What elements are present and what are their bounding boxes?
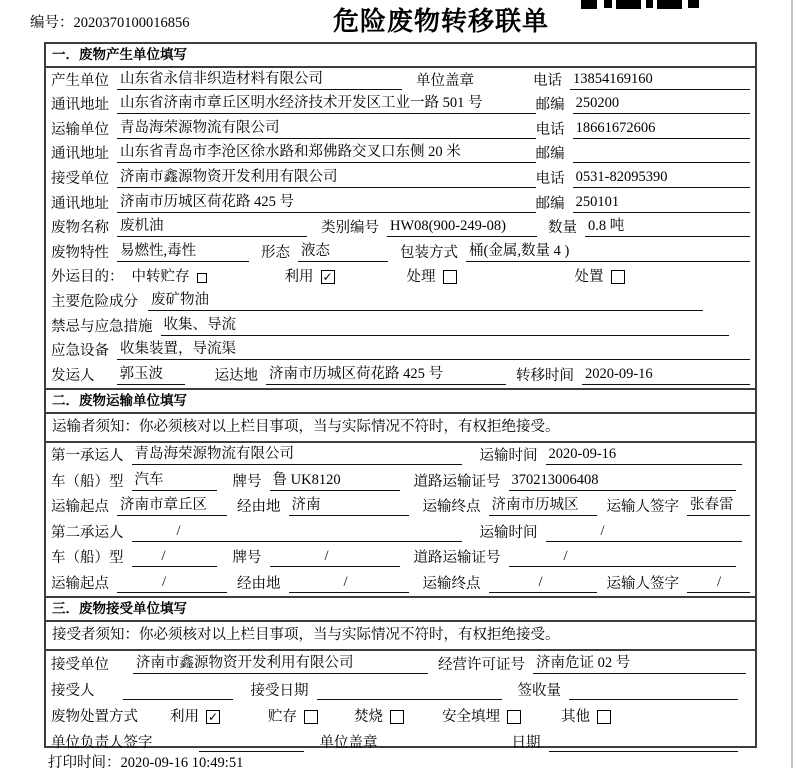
route1-row <box>46 494 755 520</box>
emergency-measures-value: 收集、导流 <box>161 316 729 336</box>
receiver-phone-value: 0531-82095390 <box>573 168 750 188</box>
transport-unit-label: 运输单位 <box>51 121 109 138</box>
disposal-landfill-label: 安全填埋 <box>442 709 500 726</box>
producer-unit-label: 产生单位 <box>51 72 109 89</box>
route1-start-value: 济南市章丘区 <box>117 496 227 516</box>
responsible-sign-value <box>199 733 304 752</box>
receiver-address-row <box>46 191 755 216</box>
vehicle1-license-label: 道路运输证号 <box>413 473 501 490</box>
emergency-equipment-value: 收集装置，导流渠 <box>117 340 750 360</box>
emergency-equipment-label: 应急设备 <box>51 343 109 360</box>
accept-date-label: 接受日期 <box>250 683 309 700</box>
destination-label: 运达地 <box>214 367 258 384</box>
waste-category-value: HW08(900-249-08) <box>387 217 537 237</box>
route1-start-label: 运输起点 <box>51 499 109 516</box>
disposal-use-label: 利用 <box>170 709 199 726</box>
vehicle2-plate-value: / <box>270 547 400 567</box>
accept-date2-label: 日期 <box>511 735 541 752</box>
waste-quantity-label: 数量 <box>548 220 577 237</box>
receiver-zip-label: 邮编 <box>535 195 565 212</box>
qr-block <box>657 0 682 9</box>
producer-unit-row <box>46 68 755 93</box>
waste-name-value: 废机油 <box>117 217 307 237</box>
vehicle2-type-value: / <box>132 547 217 567</box>
producer-address-value: 山东省济南市章丘区明水经济技术开发区工业一路 501 号 <box>117 94 536 114</box>
purpose-treat-checkbox <box>443 270 457 284</box>
signed-amount-value <box>569 681 738 700</box>
disposal-other-checkbox <box>597 710 611 724</box>
route1-via-value: 济南 <box>289 496 409 516</box>
vehicle1-type-value: 汽车 <box>132 471 217 491</box>
acceptor-label: 接受人 <box>51 683 95 700</box>
carrier2-time-value: / <box>546 522 743 542</box>
transfer-purpose-row <box>46 265 755 290</box>
hazard-component-row <box>46 289 755 314</box>
doc-number-line <box>30 11 190 32</box>
purpose-use-checkbox: ✓ <box>322 270 333 285</box>
route2-end-label: 运输终点 <box>422 575 481 592</box>
accept-seal-label: 单位盖章 <box>319 735 378 752</box>
vehicle2-plate-label: 牌号 <box>232 550 262 567</box>
print-time-value: 2020-09-16 10:49:51 <box>120 755 244 768</box>
waste-property-value: 易燃性,毒性 <box>117 242 249 262</box>
route2-via-label: 经由地 <box>237 575 281 592</box>
route1-end-label: 运输终点 <box>422 499 481 516</box>
producer-zip-value: 250200 <box>573 94 750 114</box>
print-time-label: 打印时间： <box>48 755 121 768</box>
transport-phone-label: 电话 <box>535 121 565 138</box>
route1-sign-label: 运输人签字 <box>606 499 679 516</box>
transport-zip-value <box>573 144 750 163</box>
acceptor-value <box>123 681 233 700</box>
accept-date-value <box>317 681 502 700</box>
dispatcher-value: 郭玉波 <box>117 365 185 385</box>
carrier1-value: 青岛海荣源物流有限公司 <box>132 445 462 465</box>
disposal-store-label: 贮存 <box>268 709 297 726</box>
purpose-dispose-checkbox <box>611 270 625 284</box>
disposal-use-checkbox: ✓ <box>207 710 219 725</box>
receiver-unit-label: 接受单位 <box>51 170 109 187</box>
manifest-form <box>44 42 757 752</box>
transfer-time-label: 转移时间 <box>516 367 574 384</box>
unit-seal-label: 单位盖章 <box>416 72 474 89</box>
vehicle2-license-label: 道路运输证号 <box>413 550 501 567</box>
section3-header: 三．废物接受单位填写 <box>46 596 755 622</box>
accept-unit-row <box>46 651 755 677</box>
qr-block <box>646 0 653 8</box>
operating-license-value: 济南危证 02 号 <box>533 654 746 674</box>
waste-name-row <box>46 216 755 241</box>
disposal-store-checkbox <box>304 710 318 724</box>
carrier2-value: / <box>132 522 462 542</box>
accept-date2-value <box>549 733 739 752</box>
disposal-other-label: 其他 <box>561 709 590 726</box>
transfer-purpose-label: 外运目的： <box>51 269 124 286</box>
transport-address-value: 山东省青岛市李沧区徐水路和郑佛路交叉口东侧 20 米 <box>117 143 536 163</box>
carrier-notice: 运输者须知：你必须核对以上栏目事项，当与实际情况不符时，有权拒绝接受。 <box>46 414 755 443</box>
route2-row <box>46 570 755 596</box>
vehicle1-type-label: 车（船）型 <box>51 473 124 490</box>
signed-amount-label: 签收量 <box>517 683 561 700</box>
receiver-address-value: 济南市历城区荷花路 425 号 <box>117 193 536 213</box>
waste-property-row <box>46 240 755 265</box>
vehicle2-license-value: / <box>509 547 737 567</box>
transport-address-row <box>46 142 755 167</box>
doc-number: 2020370100016856 <box>73 15 190 31</box>
waste-form-label: 形态 <box>261 244 290 261</box>
route1-via-label: 经由地 <box>237 499 281 516</box>
vehicle2-row <box>46 545 755 571</box>
waste-form-value: 液态 <box>298 242 388 262</box>
receiver-unit-row <box>46 166 755 191</box>
hazard-component-label: 主要危险成分 <box>51 293 138 310</box>
disposal-burn-checkbox <box>390 710 404 724</box>
receiver-phone-label: 电话 <box>535 170 565 187</box>
receiver-address-label: 通讯地址 <box>51 195 109 212</box>
producer-zip-label: 邮编 <box>535 97 565 114</box>
section2-header: 二．废物运输单位填写 <box>46 388 755 414</box>
disposal-landfill-checkbox <box>507 710 521 724</box>
purpose-storage-label: 中转贮存 <box>131 269 190 286</box>
producer-address-row <box>46 93 755 118</box>
route1-sign-value: 张春雷 <box>687 496 750 516</box>
disposal-burn-label: 焚烧 <box>354 709 383 726</box>
doc-number-label: 编号： <box>30 15 74 31</box>
producer-address-label: 通讯地址 <box>51 97 109 114</box>
route2-start-value: / <box>117 573 227 593</box>
transport-address-label: 通讯地址 <box>51 146 109 163</box>
page-edge-line <box>791 0 793 768</box>
responsible-sign-label: 单位负责人签字 <box>51 735 153 752</box>
purpose-dispose-label: 处置 <box>574 269 604 286</box>
route2-sign-label: 运输人签字 <box>606 575 679 592</box>
doc-title: 危险废物转移联单 <box>333 6 550 36</box>
carrier1-time-value: 2020-09-16 <box>546 445 743 465</box>
transfer-time-value: 2020-09-16 <box>582 365 750 385</box>
print-time-line <box>48 751 243 768</box>
vehicle1-license-value: 370213006408 <box>509 471 737 491</box>
operating-license-label: 经营许可证号 <box>438 656 525 673</box>
vehicle1-plate-value: 鲁 UK8120 <box>270 471 400 491</box>
transport-unit-row <box>46 117 755 142</box>
dispatcher-label: 发运人 <box>51 367 95 384</box>
vehicle1-row <box>46 468 755 494</box>
packaging-value: 桶(金属,数量 4 ) <box>466 242 750 262</box>
dispatcher-row <box>46 363 755 388</box>
accept-unit-value: 济南市鑫源物资开发利用有限公司 <box>133 654 428 674</box>
route2-start-label: 运输起点 <box>51 575 109 592</box>
emergency-equipment-row <box>46 339 755 364</box>
qr-block <box>604 0 612 8</box>
disposal-method-row <box>46 703 755 729</box>
transport-phone-value: 18661672606 <box>573 119 750 139</box>
receiver-unit-value: 济南市鑫源物资开发利用有限公司 <box>117 168 536 188</box>
route2-sign-value: / <box>687 573 750 593</box>
waste-property-label: 废物特性 <box>51 244 109 261</box>
emergency-measures-row <box>46 314 755 339</box>
qr-block <box>581 0 597 9</box>
acceptor-notice: 接受者须知：你必须核对以上栏目事项，当与实际情况不符时，有权拒绝接受。 <box>46 622 755 651</box>
carrier1-row <box>46 443 755 469</box>
qr-block <box>616 0 641 9</box>
packaging-label: 包装方式 <box>400 244 458 261</box>
waste-quantity-value: 0.8 吨 <box>585 217 750 237</box>
qr-block <box>688 0 699 8</box>
route1-end-value: 济南市历城区 <box>489 496 597 516</box>
purpose-use-label: 利用 <box>284 269 314 286</box>
carrier2-row <box>46 519 755 545</box>
purpose-storage-checkbox <box>197 273 207 283</box>
carrier2-time-label: 运输时间 <box>479 524 538 541</box>
receiver-zip-value: 250101 <box>573 193 750 213</box>
transport-unit-value: 青岛海荣源物流有限公司 <box>117 119 536 139</box>
vehicle2-type-label: 车（船）型 <box>51 550 124 567</box>
waste-name-label: 废物名称 <box>51 220 109 237</box>
carrier2-label: 第二承运人 <box>51 524 124 541</box>
emergency-measures-label: 禁忌与应急措施 <box>51 318 153 335</box>
route2-end-value: / <box>489 573 597 593</box>
acceptor-row <box>46 677 755 703</box>
vehicle1-plate-label: 牌号 <box>232 473 262 490</box>
carrier1-time-label: 运输时间 <box>479 448 538 465</box>
purpose-treat-label: 处理 <box>406 269 436 286</box>
section1-header: 一．废物产生单位填写 <box>46 44 755 68</box>
destination-value: 济南市历城区荷花路 425 号 <box>266 365 506 385</box>
waste-category-label: 类别编号 <box>321 220 379 237</box>
route2-via-value: / <box>289 573 409 593</box>
producer-unit-value: 山东省永信非织造材料有限公司 <box>117 70 402 90</box>
producer-phone-label: 电话 <box>533 72 562 89</box>
hazard-component-value: 废矿物油 <box>148 291 703 311</box>
producer-phone-value: 13854169160 <box>570 70 750 90</box>
transport-zip-label: 邮编 <box>535 146 565 163</box>
disposal-method-label: 废物处置方式 <box>51 709 138 726</box>
carrier1-label: 第一承运人 <box>51 448 124 465</box>
accept-unit-label: 接受单位 <box>51 656 109 673</box>
